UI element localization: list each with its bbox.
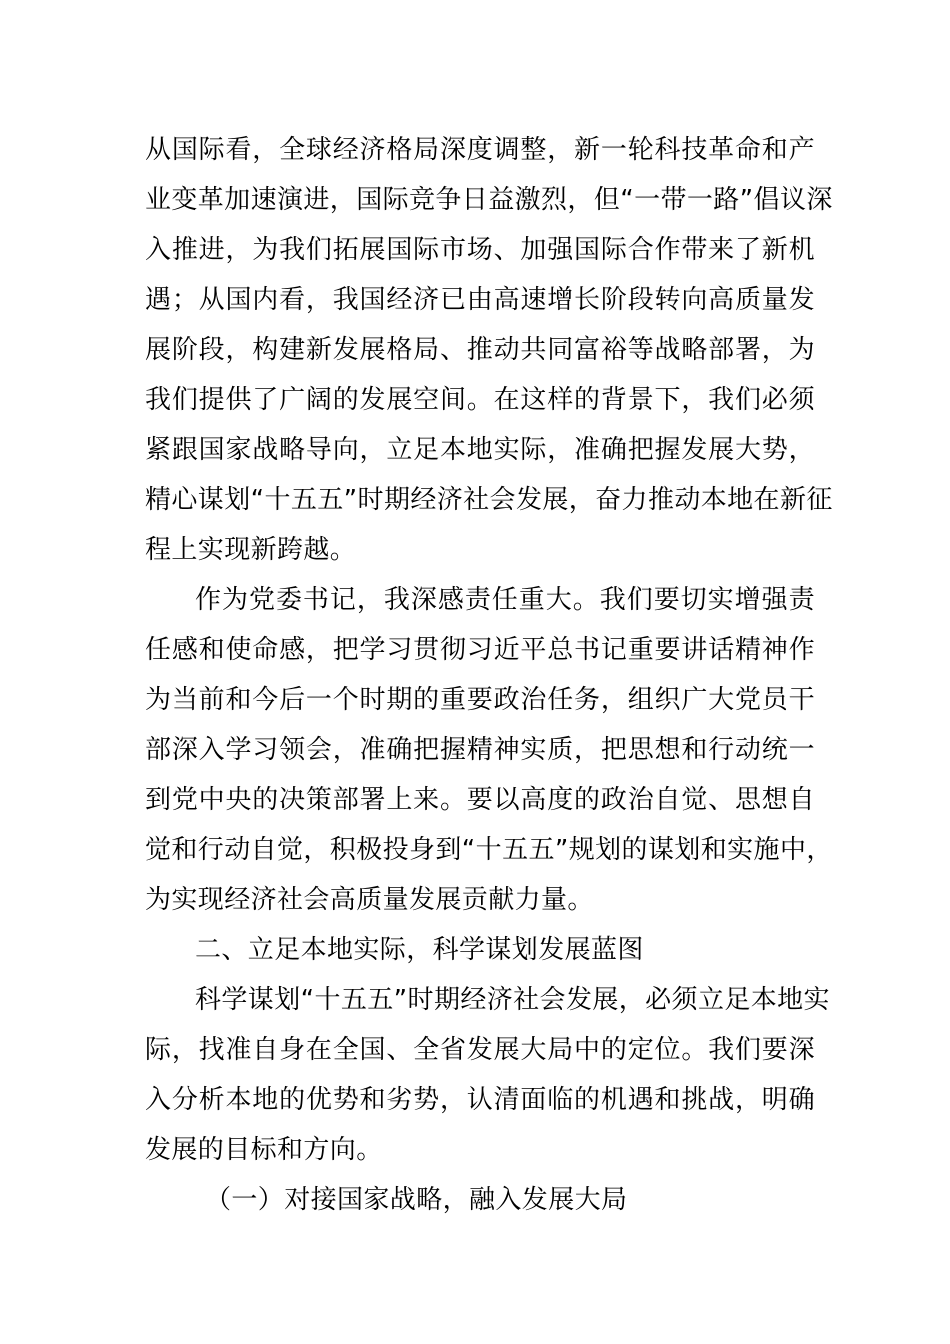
text-line: 程上实现新跨越。 bbox=[145, 535, 357, 565]
text-line: 际，找准自身在全国、全省发展大局中的定位。我们要深 bbox=[145, 1035, 815, 1065]
subsection-heading: （一）对接国家战略，融入发展大局 bbox=[205, 1185, 628, 1215]
text-line: 发展的目标和方向。 bbox=[145, 1135, 383, 1165]
paragraph-start-line: 科学谋划“十五五”时期经济社会发展，必须立足本地实 bbox=[195, 985, 830, 1015]
text-line: 我们提供了广阔的发展空间。在这样的背景下，我们必须 bbox=[145, 385, 815, 415]
text-line: 业变革加速演进，国际竞争日益激烈，但“一带一路”倡议深 bbox=[145, 185, 833, 215]
text-line: 展阶段，构建新发展格局、推动共同富裕等战略部署，为 bbox=[145, 335, 815, 365]
text-line: 从国际看，全球经济格局深度调整，新一轮科技革命和产 bbox=[145, 135, 815, 165]
text-line: 觉和行动自觉，积极投身到“十五五”规划的谋划和实施中， bbox=[145, 835, 833, 865]
text-line: 入推进，为我们拓展国际市场、加强国际合作带来了新机 bbox=[145, 235, 815, 265]
text-line: 精心谋划“十五五”时期经济社会发展，奋力推动本地在新征 bbox=[145, 485, 833, 515]
text-line: 为当前和今后一个时期的重要政治任务，组织广大党员干 bbox=[145, 685, 815, 715]
text-line: 任感和使命感，把学习贯彻习近平总书记重要讲话精神作 bbox=[145, 635, 815, 665]
text-line: 部深入学习领会，准确把握精神实质，把思想和行动统一 bbox=[145, 735, 815, 765]
text-line: 到党中央的决策部署上来。要以高度的政治自觉、思想自 bbox=[145, 785, 815, 815]
text-line: 为实现经济社会高质量发展贡献力量。 bbox=[145, 885, 594, 915]
paragraph-start-line: 作为党委书记，我深感责任重大。我们要切实增强责 bbox=[195, 585, 815, 615]
text-line: 入分析本地的优势和劣势，认清面临的机遇和挑战，明确 bbox=[145, 1085, 815, 1115]
text-line: 紧跟国家战略导向，立足本地实际，准确把握发展大势， bbox=[145, 435, 815, 465]
text-line: 遇；从国内看，我国经济已由高速增长阶段转向高质量发 bbox=[145, 285, 815, 315]
section-heading: 二、立足本地实际，科学谋划发展蓝图 bbox=[195, 935, 644, 965]
